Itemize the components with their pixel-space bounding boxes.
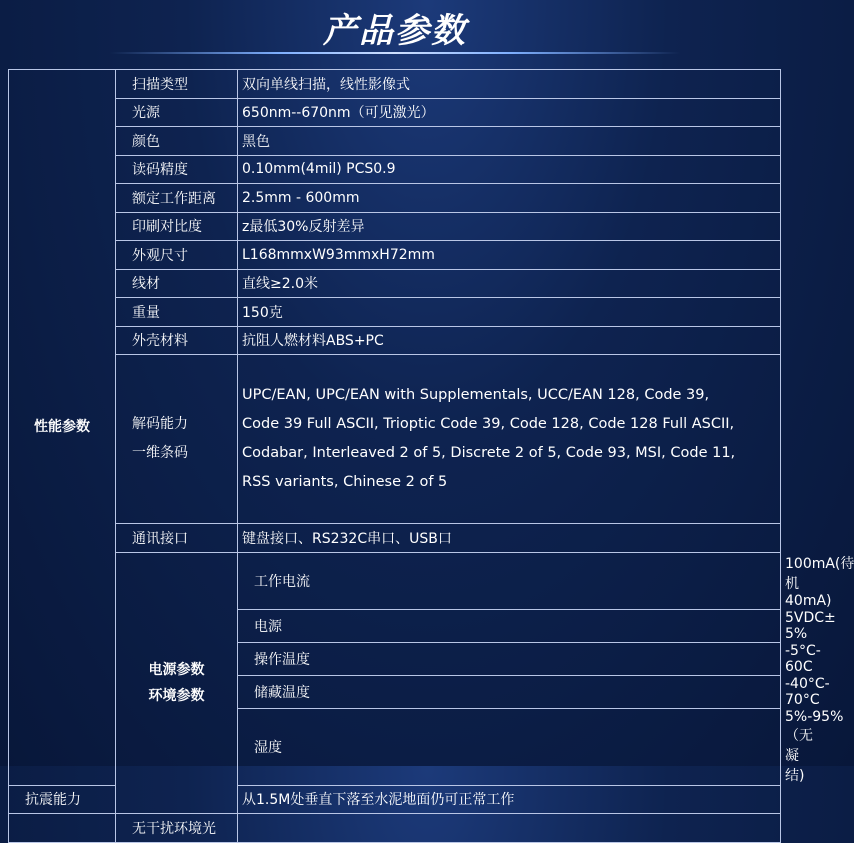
spec-value: 0.10mm(4mil) PCS0.9 — [238, 155, 781, 184]
decode-key-line: 解码能力 — [132, 416, 188, 432]
table-row-decode — [9, 355, 781, 524]
table-row — [9, 814, 781, 843]
spec-key: 线材 — [116, 269, 238, 298]
spec-key: 工作电流 — [238, 552, 781, 609]
spec-key: 无干扰环境光 — [116, 814, 238, 843]
spec-value: 黑色 — [238, 127, 781, 156]
table-row — [9, 524, 781, 553]
group-power-environment — [116, 552, 238, 814]
table-row — [9, 127, 781, 156]
group-label: 性能参数 — [34, 419, 90, 436]
spec-value: 2.5mm - 600mm — [238, 184, 781, 213]
spec-key: 操作温度 — [238, 642, 781, 675]
group-label: 环境参数 — [148, 687, 205, 704]
group-label: 电源参数 — [148, 661, 205, 678]
decode-value-line: RSS variants, Chinese 2 of 5 — [242, 474, 448, 490]
table-row: 电源 5VDC± 5% — [9, 609, 781, 642]
spec-key: 颜色 — [116, 127, 238, 156]
table-row — [9, 269, 781, 298]
spec-value — [238, 814, 781, 843]
table-row: 电源参数 环境参数 工作电流 100mA(待机40mA) — [9, 552, 781, 609]
table-row — [9, 155, 781, 184]
table-row: 储藏温度 -40°C-70°C — [9, 675, 781, 708]
spec-key: 抗震能力 — [9, 785, 116, 814]
spec-key: 外壳材料 — [116, 326, 238, 355]
table-row: 操作温度 -5°C-60C — [9, 642, 781, 675]
title-underline — [110, 52, 680, 54]
table-row — [9, 98, 781, 127]
decode-value-line: UPC/EAN, UPC/EAN with Supplementals, UCC/EAN 128, Code 39, — [242, 387, 710, 403]
spec-table — [8, 69, 854, 843]
table-row — [9, 212, 781, 241]
page-title: 产品参数 — [323, 11, 467, 51]
spec-value: 150克 — [238, 298, 781, 327]
group-performance — [9, 70, 116, 786]
table-row — [9, 184, 781, 213]
spec-value: 键盘接口、RS232C串口、USB口 — [238, 524, 781, 553]
decode-key-line: 一维条码 — [132, 445, 188, 461]
spec-key: 光源 — [116, 98, 238, 127]
table-row: 湿度 5%-95%（无凝结) — [9, 708, 781, 785]
table-row — [9, 241, 781, 270]
spec-key: 外观尺寸 — [116, 241, 238, 270]
spec-value: z最低30%反射差异 — [238, 212, 781, 241]
spec-value: 从1.5M处垂直下落至水泥地面仍可正常工作 — [238, 785, 781, 814]
spec-key: 通讯接口 — [116, 524, 238, 553]
spec-key-decode — [116, 355, 238, 524]
spec-key: 读码精度 — [116, 155, 238, 184]
table-row — [9, 326, 781, 355]
spec-value: 双向单线扫描，线性影像式 — [238, 70, 781, 99]
spec-key: 电源 — [238, 609, 781, 642]
spec-key: 扫描类型 — [116, 70, 238, 99]
spec-value-decode — [238, 355, 781, 524]
spec-key: 重量 — [116, 298, 238, 327]
spec-key: 额定工作距离 — [116, 184, 238, 213]
group-empty — [9, 814, 116, 843]
spec-value: L168mmxW93mmxH72mm — [238, 241, 781, 270]
spec-value: 抗阻人燃材料ABS+PC — [238, 326, 781, 355]
spec-value: 直线≥2.0米 — [238, 269, 781, 298]
spec-key: 印刷对比度 — [116, 212, 238, 241]
decode-value-line: Codabar, Interleaved 2 of 5, Discrete 2 of 5, Code 93, MSI, Code 11, — [242, 445, 736, 461]
table-row — [9, 70, 781, 99]
spec-key: 湿度 — [238, 708, 781, 785]
spec-key: 储藏温度 — [238, 675, 781, 708]
spec-value: 650nm--670nm（可见激光） — [238, 98, 781, 127]
decode-value-line: Code 39 Full ASCII, Trioptic Code 39, Code 128, Code 128 Full ASCII, — [242, 416, 735, 432]
table-row — [9, 298, 781, 327]
